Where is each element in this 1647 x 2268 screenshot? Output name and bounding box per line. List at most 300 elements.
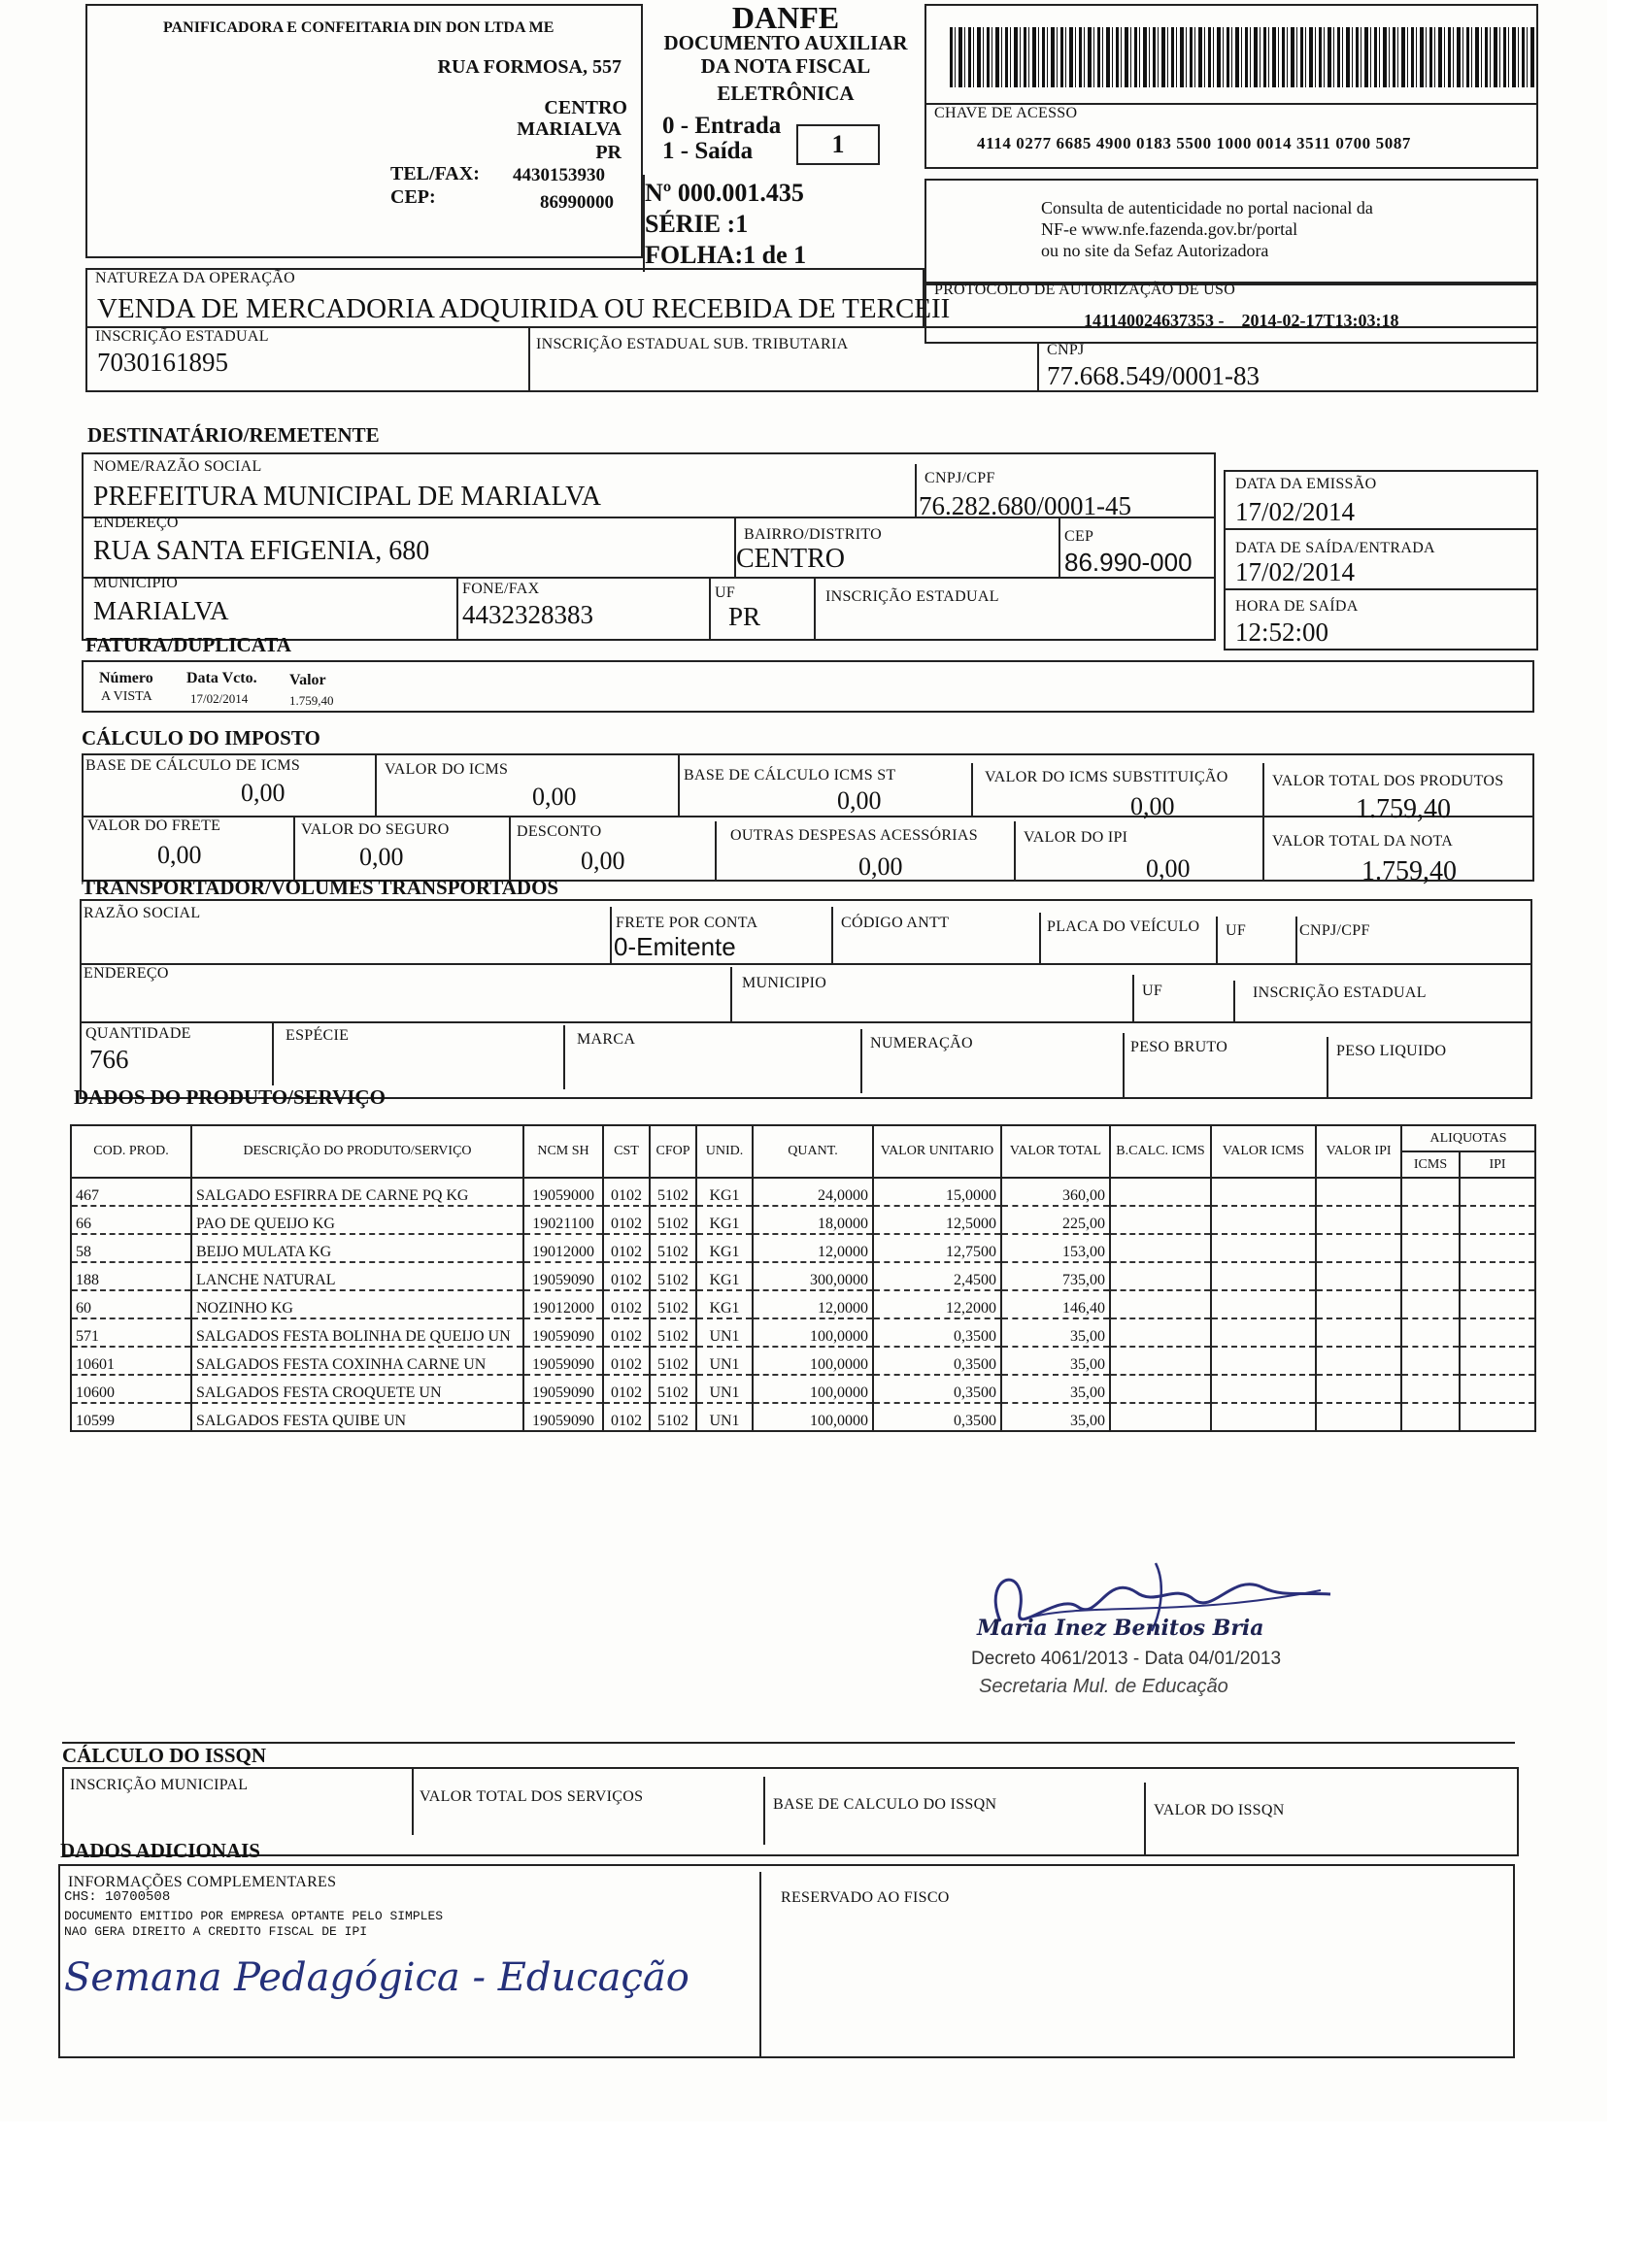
dest-saida: 17/02/2014 xyxy=(1235,557,1356,586)
transp-col-especie xyxy=(272,1021,274,1085)
cell-aliq_icms xyxy=(1401,1318,1460,1347)
dest-endereco: RUA SANTA EFIGENIA, 680 xyxy=(93,536,430,566)
dest-municipio: MARIALVA xyxy=(93,596,229,625)
cell-vtotal: 735,00 xyxy=(1001,1262,1110,1290)
fatura-numero-label: Número xyxy=(99,670,153,686)
cell-vipi xyxy=(1316,1290,1401,1318)
dest-cnpj-label: CNPJ/CPF xyxy=(924,470,995,486)
emitente-tel-label: TEL/FAX: xyxy=(390,163,480,184)
imp-valor-st-label: VALOR DO ICMS SUBSTITUIÇÃO xyxy=(985,769,1228,785)
cell-cod: 10601 xyxy=(71,1347,191,1375)
cell-vunit: 0,3500 xyxy=(873,1375,1001,1403)
dest-dates-row-1 xyxy=(1224,528,1538,530)
cell-desc: LANCHE NATURAL xyxy=(191,1262,523,1290)
cell-vicms xyxy=(1211,1290,1316,1318)
cell-aliq_ipi xyxy=(1460,1262,1535,1290)
cell-quant: 12,0000 xyxy=(753,1234,873,1262)
cell-aliq_ipi xyxy=(1460,1178,1535,1206)
dest-uf-label: UF xyxy=(715,584,736,601)
table-row xyxy=(71,1178,1535,1206)
cell-vicms xyxy=(1211,1206,1316,1234)
emitente-name: PANIFICADORA E CONFEITARIA DIN DON LTDA ME xyxy=(163,19,555,36)
col-bcalc: B.CALC. ICMS xyxy=(1110,1125,1211,1178)
transp-col-antt xyxy=(831,907,833,963)
cell-aliq_icms xyxy=(1401,1403,1460,1431)
info-line-3: NAO GERA DIREITO A CREDITO FISCAL DE IPI xyxy=(64,1924,368,1939)
cell-aliq_icms xyxy=(1401,1206,1460,1234)
dest-cep: 86.990-000 xyxy=(1064,548,1193,577)
cell-vunit: 0,3500 xyxy=(873,1403,1001,1431)
cell-cfop: 5102 xyxy=(650,1234,696,1262)
cell-cst: 0102 xyxy=(603,1206,650,1234)
transp-col-frete xyxy=(610,907,612,963)
cell-cfop: 5102 xyxy=(650,1375,696,1403)
cell-vtotal: 225,00 xyxy=(1001,1206,1110,1234)
cell-bcalc xyxy=(1110,1178,1211,1206)
table-row xyxy=(71,1347,1535,1375)
dest-endereco-label: ENDEREÇO xyxy=(93,515,179,531)
cell-cst: 0102 xyxy=(603,1178,650,1206)
dest-emissao-label: DATA DA EMISSÃO xyxy=(1235,476,1377,492)
transp-col-uf2 xyxy=(1132,975,1134,1021)
cell-unid: UN1 xyxy=(696,1347,753,1375)
dest-bairro: CENTRO xyxy=(736,544,845,574)
cell-vicms xyxy=(1211,1178,1316,1206)
cell-cod: 58 xyxy=(71,1234,191,1262)
imposto-row-divider xyxy=(82,816,1534,817)
danfe-subtitle-1: DOCUMENTO AUXILIAR xyxy=(663,31,908,54)
col-desc: DESCRIÇÃO DO PRODUTO/SERVIÇO xyxy=(191,1125,523,1178)
barcode xyxy=(950,27,1534,87)
cell-unid: KG1 xyxy=(696,1290,753,1318)
cell-desc: SALGADOS FESTA BOLINHA DE QUEIJO UN xyxy=(191,1318,523,1347)
imp-ipi-label: VALOR DO IPI xyxy=(1024,829,1128,846)
fatura-data-label: Data Vcto. xyxy=(186,670,257,686)
cell-aliq_ipi xyxy=(1460,1290,1535,1318)
danfe-saida: 1 - Saída xyxy=(662,138,754,164)
imp-col-6 xyxy=(509,816,511,882)
imp-frete: 0,00 xyxy=(157,841,202,869)
cell-aliq_icms xyxy=(1401,1290,1460,1318)
cell-vtotal: 35,00 xyxy=(1001,1347,1110,1375)
cell-desc: NOZINHO KG xyxy=(191,1290,523,1318)
dest-row-2 xyxy=(82,577,1216,579)
ie-st-label: INSCRIÇÃO ESTADUAL SUB. TRIBUTARIA xyxy=(536,336,849,352)
chave-value: 4114 0277 6685 4900 0183 5500 1000 0014 3511 0700 5087 xyxy=(977,134,1412,152)
imp-base-st: 0,00 xyxy=(837,786,882,815)
dest-cep-label: CEP xyxy=(1064,528,1094,545)
adicionais-divider xyxy=(759,1872,761,2058)
cell-vipi xyxy=(1316,1206,1401,1234)
cell-bcalc xyxy=(1110,1347,1211,1375)
dest-nome: PREFEITURA MUNICIPAL DE MARIALVA xyxy=(93,482,602,512)
col-cfop: CFOP xyxy=(650,1125,696,1178)
cell-cod: 10599 xyxy=(71,1403,191,1431)
imp-col-4 xyxy=(1262,763,1264,882)
dest-saida-label: DATA DE SAÍDA/ENTRADA xyxy=(1235,540,1435,556)
danfe-tipo-box: 1 xyxy=(796,124,880,165)
cell-bcalc xyxy=(1110,1290,1211,1318)
transp-col-uf xyxy=(1216,917,1218,963)
transp-marca-label: MARCA xyxy=(577,1031,636,1048)
cell-cst: 0102 xyxy=(603,1375,650,1403)
col-aliq-ipi: IPI xyxy=(1460,1151,1535,1178)
cell-quant: 300,0000 xyxy=(753,1262,873,1290)
cell-cod: 571 xyxy=(71,1318,191,1347)
cell-bcalc xyxy=(1110,1234,1211,1262)
table-row xyxy=(71,1375,1535,1403)
imp-seguro-label: VALOR DO SEGURO xyxy=(301,821,450,838)
transp-peso-liquido-label: PESO LIQUIDO xyxy=(1336,1043,1447,1059)
dest-col-uf xyxy=(709,579,711,641)
dest-hora-label: HORA DE SAÍDA xyxy=(1235,598,1359,615)
transp-numeracao-label: NUMERAÇÃO xyxy=(870,1035,973,1051)
signature-cargo: Secretaria Mul. de Educação xyxy=(979,1676,1228,1697)
cell-cfop: 5102 xyxy=(650,1178,696,1206)
fisco-label: RESERVADO AO FISCO xyxy=(781,1889,950,1906)
cell-aliq_icms xyxy=(1401,1234,1460,1262)
transp-razao-label: RAZÃO SOCIAL xyxy=(84,905,201,921)
issqn-col-3 xyxy=(1144,1783,1146,1856)
transp-cnpj-label: CNPJ/CPF xyxy=(1299,922,1370,939)
cell-bcalc xyxy=(1110,1375,1211,1403)
imp-valor-icms-label: VALOR DO ICMS xyxy=(385,761,509,778)
dest-municipio-label: MUNICIPIO xyxy=(93,575,179,591)
transp-col-num xyxy=(860,1029,862,1093)
issqn-total-label: VALOR TOTAL DOS SERVIÇOS xyxy=(420,1788,644,1805)
transp-quantidade: 766 xyxy=(89,1045,129,1074)
info-line-2: DOCUMENTO EMITIDO POR EMPRESA OPTANTE PELO SIMPLES xyxy=(64,1909,444,1923)
cell-quant: 24,0000 xyxy=(753,1178,873,1206)
issqn-valor-label: VALOR DO ISSQN xyxy=(1154,1802,1285,1818)
cell-vipi xyxy=(1316,1375,1401,1403)
fatura-valor: 1.759,40 xyxy=(289,693,334,708)
emitente-cep: 86990000 xyxy=(540,192,614,213)
transp-row-2 xyxy=(80,1021,1532,1023)
transp-quantidade-label: QUANTIDADE xyxy=(85,1025,191,1042)
cell-vipi xyxy=(1316,1318,1401,1347)
danfe-numero: Nº 000.001.435 xyxy=(645,179,804,207)
info-label: INFORMAÇÕES COMPLEMENTARES xyxy=(68,1874,337,1890)
imp-col-1 xyxy=(375,753,377,816)
issqn-im-label: INSCRIÇÃO MUNICIPAL xyxy=(70,1777,249,1793)
cell-bcalc xyxy=(1110,1262,1211,1290)
cell-desc: SALGADOS FESTA COXINHA CARNE UN xyxy=(191,1347,523,1375)
cell-ncm: 19012000 xyxy=(523,1290,603,1318)
cell-desc: SALGADOS FESTA QUIBE UN xyxy=(191,1403,523,1431)
cell-vicms xyxy=(1211,1262,1316,1290)
signature-name: Maria Inez Benitos Bria xyxy=(977,1616,1264,1641)
cell-bcalc xyxy=(1110,1206,1211,1234)
dest-emissao: 17/02/2014 xyxy=(1235,497,1356,526)
transp-col-cnpj xyxy=(1295,917,1297,963)
cell-aliq_icms xyxy=(1401,1375,1460,1403)
cell-unid: UN1 xyxy=(696,1403,753,1431)
cell-cst: 0102 xyxy=(603,1290,650,1318)
table-row xyxy=(71,1206,1535,1234)
dest-cnpj: 76.282.680/0001-45 xyxy=(919,491,1131,520)
consulta-line-1: Consulta de autenticidade no portal nacional da xyxy=(1041,198,1373,217)
dest-hora: 12:52:00 xyxy=(1235,617,1329,647)
col-quant: QUANT. xyxy=(753,1125,873,1178)
issqn-col-1 xyxy=(412,1767,414,1835)
danfe-divider xyxy=(643,175,645,272)
cell-vunit: 12,7500 xyxy=(873,1234,1001,1262)
transp-col-ie xyxy=(1233,981,1235,1021)
cell-cst: 0102 xyxy=(603,1318,650,1347)
natureza-value: VENDA DE MERCADORIA ADQUIRIDA OU RECEBIDA DE TERCEII xyxy=(97,293,951,324)
danfe-title: DANFE xyxy=(731,0,840,35)
cell-ncm: 19059090 xyxy=(523,1262,603,1290)
cell-quant: 100,0000 xyxy=(753,1318,873,1347)
cell-cfop: 5102 xyxy=(650,1318,696,1347)
danfe-entrada: 0 - Entrada xyxy=(662,113,782,139)
imp-col-7 xyxy=(715,821,717,882)
issqn-col-2 xyxy=(763,1777,765,1845)
dest-dates-row-2 xyxy=(1224,588,1538,590)
transp-peso-bruto-label: PESO BRUTO xyxy=(1130,1039,1228,1055)
imp-ipi: 0,00 xyxy=(1146,854,1191,883)
consulta-line-2: NF-e www.nfe.fazenda.gov.br/portal xyxy=(1041,219,1298,239)
cell-vtotal: 153,00 xyxy=(1001,1234,1110,1262)
table-row xyxy=(71,1234,1535,1262)
imp-outras: 0,00 xyxy=(858,852,903,881)
cell-vipi xyxy=(1316,1178,1401,1206)
imp-valor-st: 0,00 xyxy=(1130,792,1175,820)
col-vicms: VALOR ICMS xyxy=(1211,1125,1316,1178)
signature-decreto: Decreto 4061/2013 - Data 04/01/2013 xyxy=(971,1649,1282,1669)
info-line-1: CHS: 10700508 xyxy=(64,1889,171,1905)
cell-cst: 0102 xyxy=(603,1234,650,1262)
imp-col-8 xyxy=(1014,821,1016,882)
issqn-top-rule xyxy=(62,1742,1515,1744)
cell-vicms xyxy=(1211,1318,1316,1347)
destinatario-section: DESTINATÁRIO/REMETENTE xyxy=(87,423,380,447)
imp-col-2 xyxy=(678,753,680,816)
adicionais-section: DADOS ADICIONAIS xyxy=(60,1839,260,1862)
cell-vtotal: 35,00 xyxy=(1001,1403,1110,1431)
chave-label: CHAVE DE ACESSO xyxy=(934,105,1078,121)
dest-nome-label: NOME/RAZÃO SOCIAL xyxy=(93,458,262,475)
col-cod: COD. PROD. xyxy=(71,1125,191,1178)
cell-cod: 467 xyxy=(71,1178,191,1206)
transp-col-bruto xyxy=(1123,1033,1125,1097)
cell-ncm: 19059090 xyxy=(523,1375,603,1403)
transp-frete-label: FRETE POR CONTA xyxy=(616,915,758,931)
dest-col-cnpj xyxy=(915,464,917,518)
cell-vunit: 12,2000 xyxy=(873,1290,1001,1318)
emitente-street: RUA FORMOSA, 557 xyxy=(437,56,622,78)
cell-desc: SALGADOS FESTA CROQUETE UN xyxy=(191,1375,523,1403)
transp-municipio-label: MUNICIPIO xyxy=(742,975,827,991)
cell-vtotal: 146,40 xyxy=(1001,1290,1110,1318)
imp-col-3 xyxy=(971,763,973,816)
dest-uf: PR xyxy=(728,602,761,631)
ie-value: 7030161895 xyxy=(97,348,228,377)
cell-desc: BEIJO MULATA KG xyxy=(191,1234,523,1262)
cell-aliq_icms xyxy=(1401,1178,1460,1206)
cell-unid: KG1 xyxy=(696,1178,753,1206)
ie-divider-2 xyxy=(1037,342,1039,392)
cell-vicms xyxy=(1211,1403,1316,1431)
col-vtotal: VALOR TOTAL xyxy=(1001,1125,1110,1178)
transp-col-mun xyxy=(730,967,732,1021)
danfe-subtitle-3: ELETRÔNICA xyxy=(717,82,855,105)
transp-col-placa xyxy=(1039,913,1041,963)
imp-col-5 xyxy=(293,816,295,882)
cell-unid: KG1 xyxy=(696,1234,753,1262)
col-aliq-icms: ICMS xyxy=(1401,1151,1460,1178)
cell-aliq_ipi xyxy=(1460,1375,1535,1403)
transp-endereco-label: ENDEREÇO xyxy=(84,965,169,982)
cell-cst: 0102 xyxy=(603,1347,650,1375)
ie-divider-1 xyxy=(528,326,530,392)
emitente-state: PR xyxy=(595,142,622,163)
issqn-base-label: BASE DE CALCULO DO ISSQN xyxy=(773,1796,997,1813)
imp-total-prod-label: VALOR TOTAL DOS PRODUTOS xyxy=(1272,773,1504,789)
transporte-section: TRANSPORTADOR/VOLUMES TRANSPORTADOS xyxy=(82,876,559,899)
cell-unid: KG1 xyxy=(696,1262,753,1290)
info-handwritten: Semana Pedagógica - Educação xyxy=(64,1955,689,2000)
cell-aliq_ipi xyxy=(1460,1403,1535,1431)
cell-aliq_ipi xyxy=(1460,1318,1535,1347)
cell-vunit: 12,5000 xyxy=(873,1206,1001,1234)
imp-base-icms: 0,00 xyxy=(241,779,286,807)
cell-cfop: 5102 xyxy=(650,1262,696,1290)
cell-unid: KG1 xyxy=(696,1206,753,1234)
cell-aliq_ipi xyxy=(1460,1206,1535,1234)
cell-bcalc xyxy=(1110,1403,1211,1431)
fatura-section: FATURA/DUPLICATA xyxy=(85,633,291,656)
cell-quant: 100,0000 xyxy=(753,1403,873,1431)
imp-total-prod: 1.759,40 xyxy=(1356,794,1451,824)
cell-ncm: 19012000 xyxy=(523,1234,603,1262)
cell-aliq_ipi xyxy=(1460,1234,1535,1262)
dest-col-fone xyxy=(456,579,458,641)
emitente-tel: 4430153930 xyxy=(513,165,605,185)
cell-quant: 12,0000 xyxy=(753,1290,873,1318)
imposto-section: CÁLCULO DO IMPOSTO xyxy=(82,726,320,750)
cell-vipi xyxy=(1316,1403,1401,1431)
cell-ncm: 19059090 xyxy=(523,1403,603,1431)
dest-col-ie xyxy=(814,579,816,641)
cell-cfop: 5102 xyxy=(650,1347,696,1375)
issqn-section: CÁLCULO DO ISSQN xyxy=(62,1744,267,1767)
cell-vunit: 15,0000 xyxy=(873,1178,1001,1206)
cell-unid: UN1 xyxy=(696,1375,753,1403)
emitente-cep-label: CEP: xyxy=(390,186,436,208)
cell-vicms xyxy=(1211,1375,1316,1403)
dest-col-cep xyxy=(1059,518,1060,577)
dest-fone: 4432328383 xyxy=(462,600,593,629)
natureza-label: NATUREZA DA OPERAÇÃO xyxy=(95,270,296,286)
cell-bcalc xyxy=(1110,1318,1211,1347)
imp-base-st-label: BASE DE CÁLCULO ICMS ST xyxy=(684,767,896,784)
protocolo-value: 141140024637353 - 2014-02-17T13:03:18 xyxy=(1084,311,1399,330)
table-row xyxy=(71,1262,1535,1290)
ie-label: INSCRIÇÃO ESTADUAL xyxy=(95,328,269,345)
cell-desc: SALGADO ESFIRRA DE CARNE PQ KG xyxy=(191,1178,523,1206)
transp-frete: 0-Emitente xyxy=(614,932,736,961)
cell-cst: 0102 xyxy=(603,1262,650,1290)
imp-total-nota: 1.759,40 xyxy=(1361,856,1457,886)
dest-fone-label: FONE/FAX xyxy=(462,581,540,597)
transp-col-liquido xyxy=(1327,1037,1328,1099)
transp-antt-label: CÓDIGO ANTT xyxy=(841,915,950,931)
imp-desconto: 0,00 xyxy=(581,847,625,875)
col-aliquotas: ALIQUOTAS xyxy=(1401,1125,1535,1151)
table-row xyxy=(71,1403,1535,1431)
cnpj-value: 77.668.549/0001-83 xyxy=(1047,361,1260,390)
transp-row-1 xyxy=(80,963,1532,965)
cell-ncm: 19059000 xyxy=(523,1178,603,1206)
cell-vtotal: 35,00 xyxy=(1001,1375,1110,1403)
imp-outras-label: OUTRAS DESPESAS ACESSÓRIAS xyxy=(730,827,978,844)
transp-uf-label: UF xyxy=(1226,922,1247,939)
transp-ie-label: INSCRIÇÃO ESTADUAL xyxy=(1253,984,1427,1001)
danfe-folha: FOLHA:1 de 1 xyxy=(645,241,807,269)
col-cst: CST xyxy=(603,1125,650,1178)
cell-vipi xyxy=(1316,1262,1401,1290)
cell-vunit: 0,3500 xyxy=(873,1318,1001,1347)
imp-desconto-label: DESCONTO xyxy=(517,823,602,840)
transp-uf2-label: UF xyxy=(1142,983,1163,999)
cell-vipi xyxy=(1316,1234,1401,1262)
table-row xyxy=(71,1318,1535,1347)
cell-vtotal: 35,00 xyxy=(1001,1318,1110,1347)
danfe-serie: SÉRIE :1 xyxy=(645,210,749,238)
transp-col-marca xyxy=(563,1025,565,1089)
cell-cfop: 5102 xyxy=(650,1403,696,1431)
cell-cst: 0102 xyxy=(603,1403,650,1431)
cell-vicms xyxy=(1211,1347,1316,1375)
produtos-section: DADOS DO PRODUTO/SERVIÇO xyxy=(74,1085,386,1109)
cell-aliq_icms xyxy=(1401,1347,1460,1375)
cell-quant: 100,0000 xyxy=(753,1347,873,1375)
dest-bairro-label: BAIRRO/DISTRITO xyxy=(744,526,882,543)
cell-ncm: 19059090 xyxy=(523,1347,603,1375)
cell-unid: UN1 xyxy=(696,1318,753,1347)
cell-aliq_icms xyxy=(1401,1262,1460,1290)
consulta-line-3: ou no site da Sefaz Autorizadora xyxy=(1041,241,1269,260)
cell-vtotal: 360,00 xyxy=(1001,1178,1110,1206)
cell-quant: 100,0000 xyxy=(753,1375,873,1403)
cell-cod: 66 xyxy=(71,1206,191,1234)
col-unid: UNID. xyxy=(696,1125,753,1178)
cell-cod: 10600 xyxy=(71,1375,191,1403)
cell-cfop: 5102 xyxy=(650,1206,696,1234)
cell-vunit: 2,4500 xyxy=(873,1262,1001,1290)
fatura-valor-label: Valor xyxy=(289,672,326,688)
cell-cod: 60 xyxy=(71,1290,191,1318)
col-vipi: VALOR IPI xyxy=(1316,1125,1401,1178)
emitente-city: MARIALVA xyxy=(517,118,622,140)
imp-valor-icms: 0,00 xyxy=(532,783,577,811)
col-vunit: VALOR UNITARIO xyxy=(873,1125,1001,1178)
emitente-district: CENTRO xyxy=(544,97,627,118)
cnpj-label: CNPJ xyxy=(1047,342,1085,358)
cell-cfop: 5102 xyxy=(650,1290,696,1318)
cell-quant: 18,0000 xyxy=(753,1206,873,1234)
danfe-subtitle-2: DA NOTA FISCAL xyxy=(700,54,871,78)
col-ncm: NCM SH xyxy=(523,1125,603,1178)
cell-vipi xyxy=(1316,1347,1401,1375)
products-table xyxy=(70,1124,1536,1432)
table-row xyxy=(71,1290,1535,1318)
dest-ie-label: INSCRIÇÃO ESTADUAL xyxy=(825,588,999,605)
protocolo-label: PROTOCOLO DE AUTORIZAÇÃO DE USO xyxy=(934,282,1236,298)
cell-cod: 188 xyxy=(71,1262,191,1290)
